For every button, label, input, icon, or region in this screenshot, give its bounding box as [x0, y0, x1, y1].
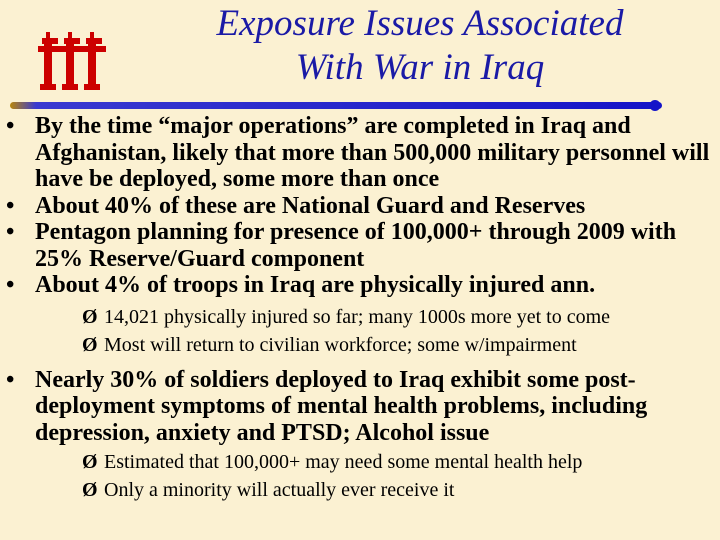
bullet-dot: • — [6, 366, 15, 393]
bullet-dot: • — [6, 113, 15, 139]
red-cross-hatch-logo-icon — [38, 32, 106, 92]
sub-bullet-item — [35, 448, 714, 476]
sub-bullet-text: Most will return to civilian workforce; some w/impairment — [104, 333, 577, 356]
bullet-text: About 4% of troops in Iraq are physically injured ann. — [35, 272, 596, 298]
sub-bullet-item — [35, 331, 714, 359]
bullet-text: By the time “major operations” are completed in Iraq and Afghanistan, likely that more than 500,000 military personnel will have be deployed, some more than once — [35, 113, 710, 192]
bullet-dot: • — [6, 219, 15, 245]
sub-bullet-text: Only a minority will actually ever receive it — [104, 479, 455, 501]
slide-title — [160, 2, 680, 90]
sub-bullet-item — [35, 303, 714, 331]
arrow-icon: Ø — [82, 333, 98, 356]
arrow-icon: Ø — [82, 451, 98, 473]
bullet-item — [0, 219, 720, 272]
bullet-text: About 40% of these are National Guard and Reserves — [35, 192, 586, 219]
title-line-2: With War in Iraq — [295, 47, 545, 88]
arrow-icon: Ø — [82, 305, 98, 328]
sub-bullet-item — [35, 476, 714, 504]
bullet-text: Nearly 30% of soldiers deployed to Iraq exhibit some post-deployment symptoms of mental health problems, including depression, anxiety and PTSD; Alcohol issue — [35, 366, 648, 446]
bullet-list — [0, 113, 720, 504]
sub-bullet-list — [35, 303, 714, 359]
bullet-item — [0, 272, 720, 359]
sub-bullet-text: Estimated that 100,000+ may need some mental health help — [104, 451, 583, 473]
arrow-icon: Ø — [82, 479, 98, 501]
bullet-text: Pentagon planning for presence of 100,000+ through 2009 with 25% Reserve/Guard component — [35, 219, 677, 272]
bullet-dot: • — [6, 272, 15, 298]
bullet-dot: • — [6, 192, 15, 219]
sub-bullet-text: 14,021 physically injured so far; many 1000s more yet to come — [104, 305, 611, 328]
bullet-item — [0, 193, 720, 220]
title-line-1: Exposure Issues Associated — [216, 3, 624, 44]
bullet-item — [0, 367, 720, 505]
bullet-item — [0, 113, 720, 193]
title-divider — [10, 98, 662, 112]
sub-bullet-list — [35, 448, 714, 504]
